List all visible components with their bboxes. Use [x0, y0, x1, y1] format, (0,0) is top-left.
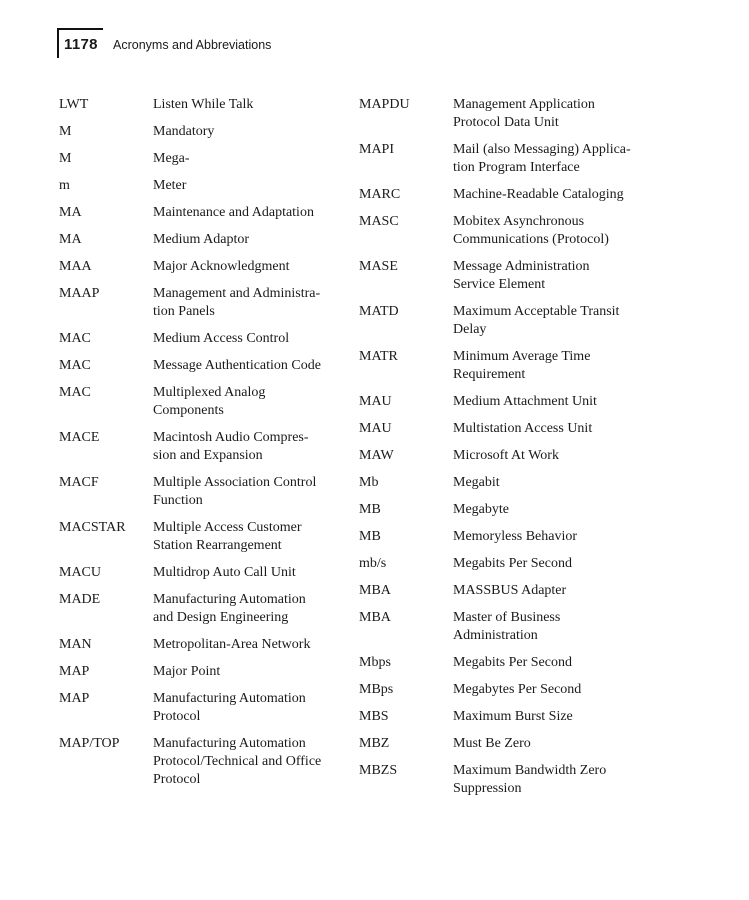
glossary-entry	[359, 96, 659, 132]
glossary-entry	[359, 447, 659, 465]
glossary-entry	[359, 141, 659, 177]
entry-definition: Metropolitan-Area Network	[153, 637, 311, 652]
glossary-entry	[359, 393, 659, 411]
entry-definition: Megabyte	[453, 502, 509, 517]
glossary-entry	[359, 681, 659, 699]
entry-abbreviation: MBps	[359, 682, 394, 697]
entry-definition: Major Acknowledgment	[153, 259, 290, 274]
entry-definition: Memoryless Behavior	[453, 529, 578, 544]
entry-definition: Manufacturing Automation and Design Engineering	[153, 592, 306, 625]
glossary-entry	[59, 150, 349, 168]
glossary-entry	[59, 204, 349, 222]
entry-abbreviation: MBS	[359, 709, 389, 724]
entry-abbreviation: m	[59, 178, 70, 193]
entry-definition: Megabits Per Second	[453, 655, 572, 670]
glossary-entry	[59, 258, 349, 276]
entry-definition: Minimum Average Time Requirement	[453, 349, 591, 382]
entry-definition: MASSBUS Adapter	[453, 583, 567, 598]
entry-abbreviation: MB	[359, 529, 381, 544]
entry-abbreviation: MAU	[359, 394, 392, 409]
entry-abbreviation: MB	[359, 502, 381, 517]
entry-definition: Manufacturing Automation Protocol	[153, 691, 306, 724]
glossary-entry	[59, 96, 349, 114]
entry-definition: Management and Administra- tion Panels	[153, 286, 321, 319]
entry-abbreviation: MATD	[359, 304, 399, 319]
entry-definition: Major Point	[153, 664, 221, 679]
entry-abbreviation: Mb	[359, 475, 379, 490]
entry-abbreviation: MAPI	[359, 142, 395, 157]
entry-abbreviation: MACU	[59, 565, 102, 580]
entry-definition: Message Administration Service Element	[453, 259, 590, 292]
entry-abbreviation: M	[59, 151, 72, 166]
glossary-entry	[359, 348, 659, 384]
entry-abbreviation: M	[59, 124, 72, 139]
entry-abbreviation: MAAP	[59, 286, 100, 301]
glossary-entry	[59, 474, 349, 510]
glossary-entry	[359, 420, 659, 438]
entry-definition: Medium Attachment Unit	[453, 394, 597, 409]
entry-abbreviation: MAW	[359, 448, 394, 463]
entry-abbreviation: MBA	[359, 583, 391, 598]
entry-abbreviation: MAP/TOP	[59, 736, 120, 751]
entry-abbreviation: MARC	[359, 187, 401, 202]
glossary-entry	[359, 258, 659, 294]
glossary-entry	[59, 123, 349, 141]
entry-abbreviation: MAC	[59, 331, 91, 346]
glossary-entry	[359, 303, 659, 339]
entry-abbreviation: MAP	[59, 664, 90, 679]
entry-abbreviation: MACF	[59, 475, 99, 490]
entry-definition: Megabits Per Second	[453, 556, 572, 571]
glossary-entry	[59, 735, 349, 789]
glossary-entry	[59, 384, 349, 420]
entry-abbreviation: MAC	[59, 385, 91, 400]
entry-abbreviation: MADE	[59, 592, 101, 607]
entry-abbreviation: MASC	[359, 214, 399, 229]
entry-definition: Message Authentication Code	[153, 358, 321, 373]
glossary-entry	[59, 285, 349, 321]
glossary-entry	[59, 177, 349, 195]
glossary-entry	[59, 636, 349, 654]
entry-abbreviation: MBZ	[359, 736, 390, 751]
glossary-entry	[359, 186, 659, 204]
entry-definition: Mail (also Messaging) Applica- tion Program Interface	[453, 142, 631, 175]
glossary-entry	[59, 591, 349, 627]
entry-abbreviation: MAA	[59, 259, 92, 274]
glossary-entry	[59, 663, 349, 681]
entry-definition: Machine-Readable Cataloging	[453, 187, 624, 202]
glossary-entry	[59, 690, 349, 726]
glossary-entry	[59, 519, 349, 555]
entry-definition: Microsoft At Work	[453, 448, 559, 463]
glossary-entry	[59, 564, 349, 582]
header-rule-vertical	[57, 28, 59, 58]
entry-definition: Management Application Protocol Data Unit	[453, 97, 595, 130]
header-rule-horizontal	[57, 28, 103, 30]
entry-definition: Meter	[153, 178, 187, 193]
entry-definition: Medium Access Control	[153, 331, 290, 346]
entry-abbreviation: MA	[59, 232, 82, 247]
glossary-entry	[359, 213, 659, 249]
entry-definition: Multidrop Auto Call Unit	[153, 565, 296, 580]
glossary-entry	[59, 429, 349, 465]
glossary-entry	[359, 735, 659, 753]
entry-definition: Manufacturing Automation Protocol/Technical and Office Protocol	[153, 736, 322, 787]
entry-definition: Must Be Zero	[453, 736, 531, 751]
entry-definition: Multiple Association Control Function	[153, 475, 317, 508]
entry-definition: Listen While Talk	[153, 97, 254, 112]
glossary-entry	[359, 528, 659, 546]
entry-definition: Maximum Bandwidth Zero Suppression	[453, 763, 607, 796]
left-column	[59, 96, 349, 798]
glossary-entry	[359, 474, 659, 492]
entry-definition: Medium Adaptor	[153, 232, 250, 247]
entry-abbreviation: MAPDU	[359, 97, 410, 112]
entry-definition: Mega-	[153, 151, 190, 166]
entry-definition: Maintenance and Adaptation	[153, 205, 314, 220]
entry-definition: Macintosh Audio Compres- sion and Expansion	[153, 430, 309, 463]
entry-definition: Megabytes Per Second	[453, 682, 582, 697]
running-header-title: Acronyms and Abbreviations	[113, 38, 272, 52]
entry-abbreviation: MA	[59, 205, 82, 220]
page-number: 1178	[64, 36, 98, 53]
entry-definition: Maximum Burst Size	[453, 709, 573, 724]
entry-abbreviation: MAC	[59, 358, 91, 373]
entry-abbreviation: MASE	[359, 259, 398, 274]
glossary-entry	[359, 555, 659, 573]
glossary-entry	[359, 582, 659, 600]
entry-definition: Multistation Access Unit	[453, 421, 593, 436]
entry-definition: Multiplexed Analog Components	[153, 385, 266, 418]
glossary-entry	[359, 654, 659, 672]
glossary-entry	[59, 330, 349, 348]
entry-definition: Mandatory	[153, 124, 215, 139]
entry-abbreviation: MAP	[59, 691, 90, 706]
entry-definition: Megabit	[453, 475, 500, 490]
entry-abbreviation: MAN	[59, 637, 92, 652]
entry-abbreviation: mb/s	[359, 556, 387, 571]
entry-abbreviation: MBA	[359, 610, 391, 625]
entry-abbreviation: Mbps	[359, 655, 391, 670]
entry-abbreviation: MAU	[359, 421, 392, 436]
glossary-entry	[59, 357, 349, 375]
right-column	[359, 96, 659, 807]
entry-abbreviation: LWT	[59, 97, 89, 112]
entry-abbreviation: MACE	[59, 430, 100, 445]
glossary-entry	[359, 708, 659, 726]
glossary-entry	[359, 609, 659, 645]
entry-abbreviation: MATR	[359, 349, 398, 364]
glossary-entry	[359, 762, 659, 798]
glossary-entry	[59, 231, 349, 249]
entry-definition: Master of Business Administration	[453, 610, 561, 643]
glossary-entry	[359, 501, 659, 519]
entry-abbreviation: MBZS	[359, 763, 398, 778]
entry-definition: Multiple Access Customer Station Rearrangement	[153, 520, 302, 553]
entry-abbreviation: MACSTAR	[59, 520, 126, 535]
entry-definition: Maximum Acceptable Transit Delay	[453, 304, 620, 337]
entry-definition: Mobitex Asynchronous Communications (Protocol)	[453, 214, 609, 247]
